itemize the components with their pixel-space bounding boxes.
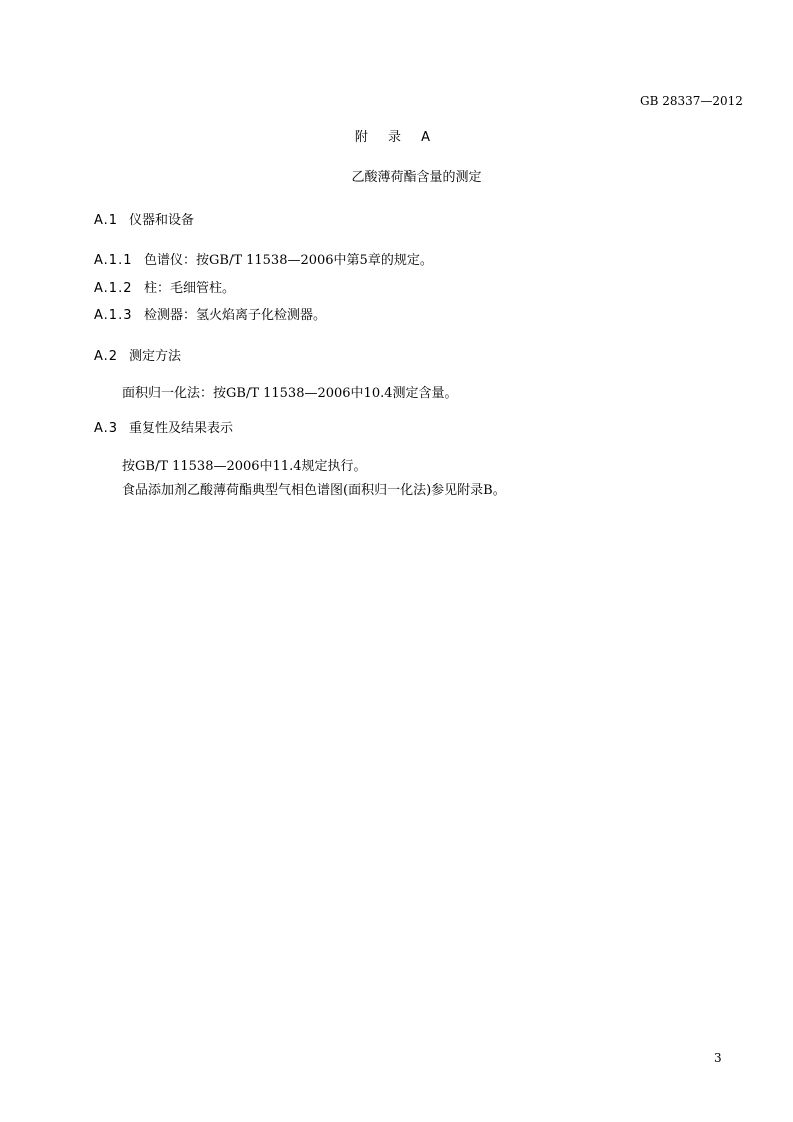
paragraph-a3-2: 食品添加剂乙酸薄荷酯典型气相色谱图(面积归一化法)参见附录B。 <box>122 483 506 498</box>
clause-a1-1 <box>94 249 433 268</box>
clause-a1-2 <box>94 277 235 296</box>
section-number: A.1 <box>94 213 119 228</box>
clause-number: A.1.1 <box>94 253 133 268</box>
section-heading-a2 <box>94 345 181 364</box>
appendix-title: 附 录 A <box>354 130 439 145</box>
clause-text: 色谱仪：按GB/T 11538—2006中第5章的规定。 <box>144 253 433 268</box>
clause-number: A.1.3 <box>94 308 133 323</box>
standard-code: GB 28337—2012 <box>640 94 743 108</box>
page-number: 3 <box>714 1051 722 1065</box>
paragraph-a2: 面积归一化法：按GB/T 11538—2006中10.4测定含量。 <box>122 386 458 401</box>
appendix-subtitle: 乙酸薄荷酯含量的测定 <box>351 170 482 185</box>
clause-a1-3 <box>94 304 326 323</box>
section-title: 重复性及结果表示 <box>129 421 234 436</box>
clause-number: A.1.2 <box>94 281 133 296</box>
clause-text: 检测器：氢火焰离子化检测器。 <box>144 308 327 323</box>
section-number: A.2 <box>94 349 119 364</box>
section-title: 测定方法 <box>129 349 182 364</box>
paragraph-a3-1: 按GB/T 11538—2006中11.4规定执行。 <box>122 459 367 474</box>
section-number: A.3 <box>94 421 119 436</box>
section-heading-a3 <box>94 417 233 436</box>
section-heading-a1 <box>94 209 194 228</box>
section-title: 仪器和设备 <box>129 213 195 228</box>
clause-text: 柱：毛细管柱。 <box>144 281 236 296</box>
